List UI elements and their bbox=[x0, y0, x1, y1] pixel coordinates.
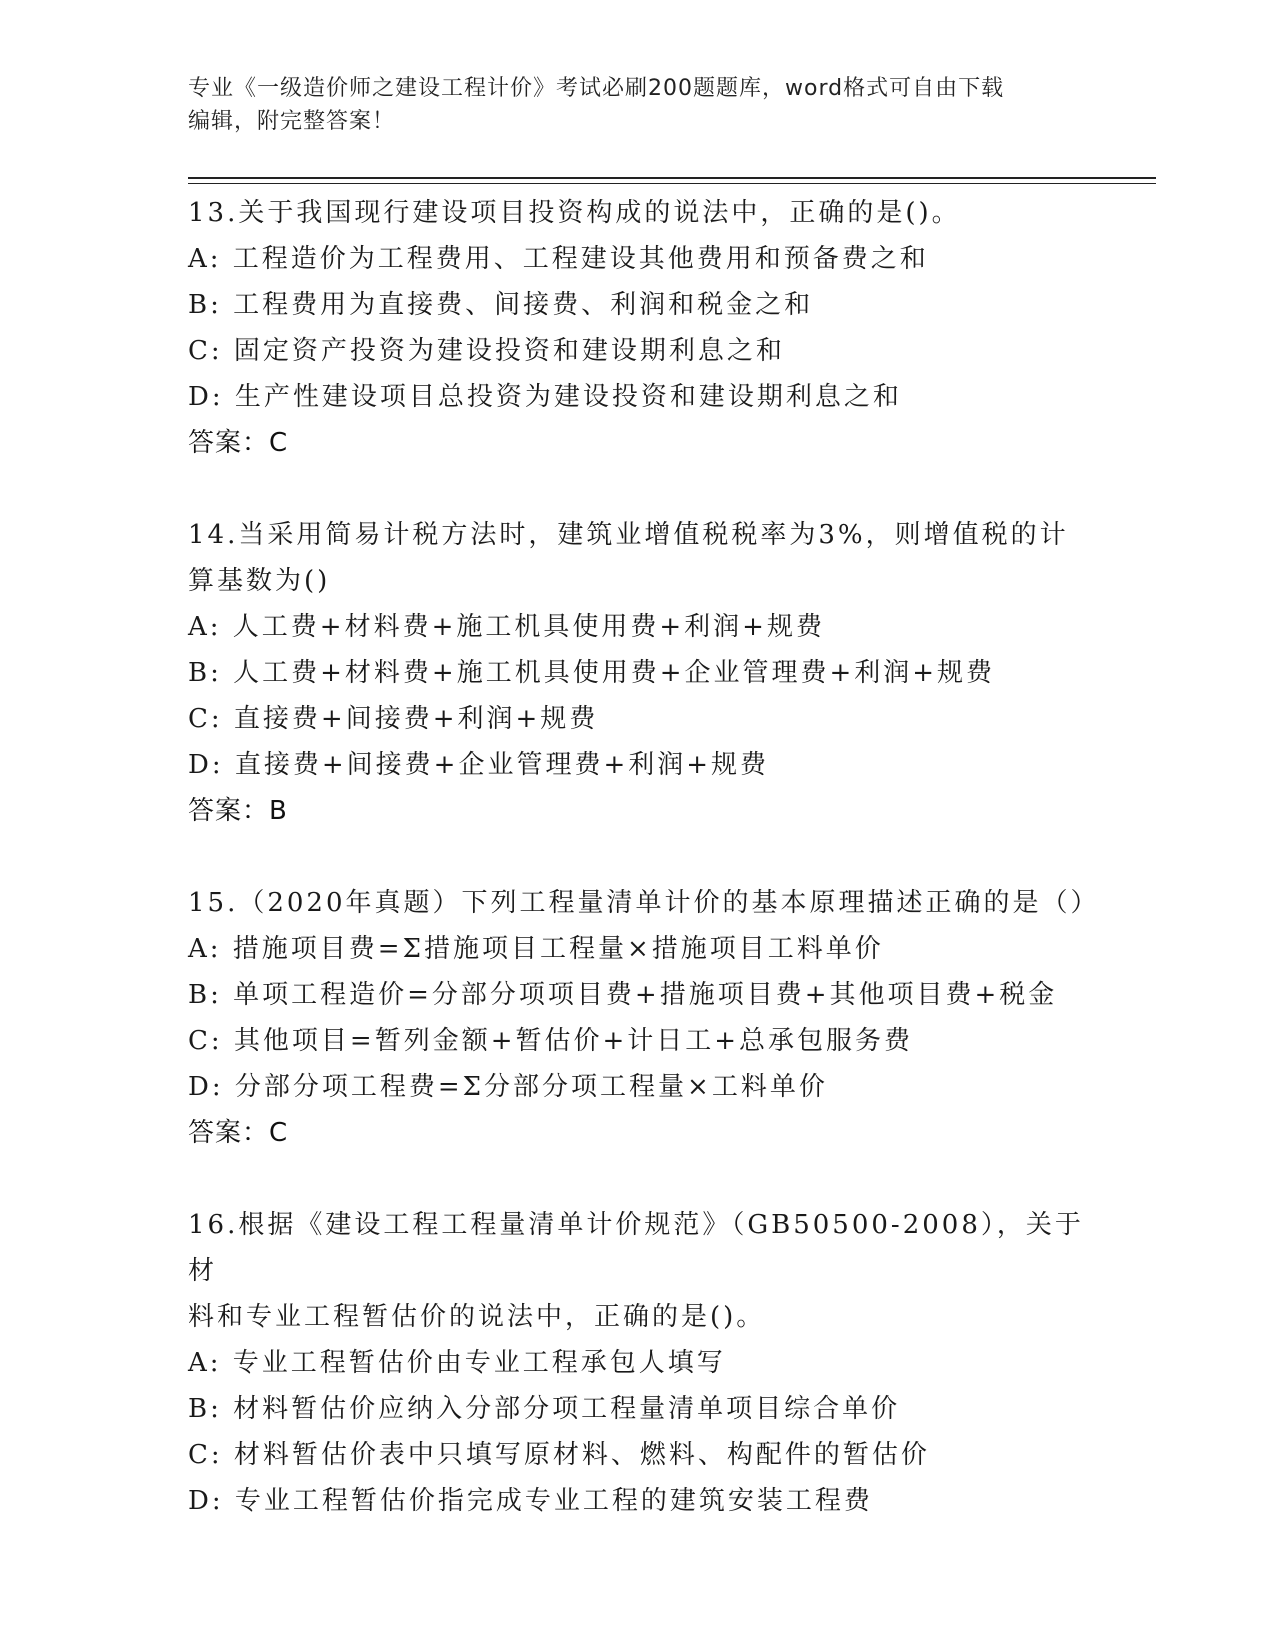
question-stem: 16.根据《建设工程工程量清单计价规范》（GB50500-2008），关于材 bbox=[188, 1210, 1084, 1286]
option-c: C: 材料暂估价表中只填写原材料、燃料、构配件的暂估价 bbox=[188, 1440, 930, 1470]
option-c: C: 固定资产投资为建设投资和建设期利息之和 bbox=[188, 336, 785, 366]
option-d: D: 直接费+间接费+企业管理费+利润+规费 bbox=[188, 750, 770, 780]
option-b: B: 人工费+材料费+施工机具使用费+企业管理费+利润+规费 bbox=[188, 658, 996, 688]
header-line-1: 专业《一级造价师之建设工程计价》考试必刷200题题库，word格式可自由下载 bbox=[188, 76, 1005, 101]
option-a: A: 人工费+材料费+施工机具使用费+利润+规费 bbox=[188, 612, 825, 642]
answer: 答案：C bbox=[188, 1118, 289, 1148]
answer: 答案：B bbox=[188, 796, 288, 826]
option-b: B: 单项工程造价=分部分项项目费+措施项目费+其他项目费+税金 bbox=[188, 980, 1058, 1010]
option-a: A: 工程造价为工程费用、工程建设其他费用和预备费之和 bbox=[188, 244, 929, 274]
header-line-2: 编辑，附完整答案！ bbox=[188, 109, 396, 134]
question-stem: 15.（2020年真题）下列工程量清单计价的基本原理描述正确的是（） bbox=[188, 888, 1100, 918]
question-stem-continued: 料和专业工程暂估价的说法中，正确的是()。 bbox=[188, 1302, 766, 1332]
header-divider-thin bbox=[188, 183, 1156, 184]
option-b: B: 工程费用为直接费、间接费、利润和税金之和 bbox=[188, 290, 814, 320]
question-stem: 13.关于我国现行建设项目投资构成的说法中，正确的是()。 bbox=[188, 198, 961, 228]
question-13 bbox=[188, 190, 1088, 466]
spacer bbox=[188, 1156, 1088, 1202]
document-header bbox=[188, 72, 1068, 138]
question-stem: 14.当采用简易计税方法时，建筑业增值税税率为3%，则增值税的计 bbox=[188, 520, 1069, 550]
option-a: A: 专业工程暂估价由专业工程承包人填写 bbox=[188, 1348, 726, 1378]
option-a: A: 措施项目费=Σ措施项目工程量×措施项目工料单价 bbox=[188, 934, 884, 964]
question-16 bbox=[188, 1202, 1088, 1524]
option-b: B: 材料暂估价应纳入分部分项工程量清单项目综合单价 bbox=[188, 1394, 901, 1424]
question-15 bbox=[188, 880, 1100, 1156]
option-d: D: 生产性建设项目总投资为建设投资和建设期利息之和 bbox=[188, 382, 902, 412]
spacer bbox=[188, 834, 1088, 880]
option-d: D: 分部分项工程费=Σ分部分项工程量×工料单价 bbox=[188, 1072, 828, 1102]
question-stem-continued: 算基数为() bbox=[188, 566, 331, 596]
option-d: D: 专业工程暂估价指完成专业工程的建筑安装工程费 bbox=[188, 1486, 873, 1516]
header-divider-thick bbox=[188, 177, 1156, 179]
option-c: C: 其他项目=暂列金额+暂估价+计日工+总承包服务费 bbox=[188, 1026, 914, 1056]
spacer bbox=[188, 466, 1088, 512]
question-14 bbox=[188, 512, 1088, 834]
option-c: C: 直接费+间接费+利润+规费 bbox=[188, 704, 599, 734]
answer: 答案：C bbox=[188, 428, 289, 458]
question-list bbox=[188, 190, 1100, 1524]
